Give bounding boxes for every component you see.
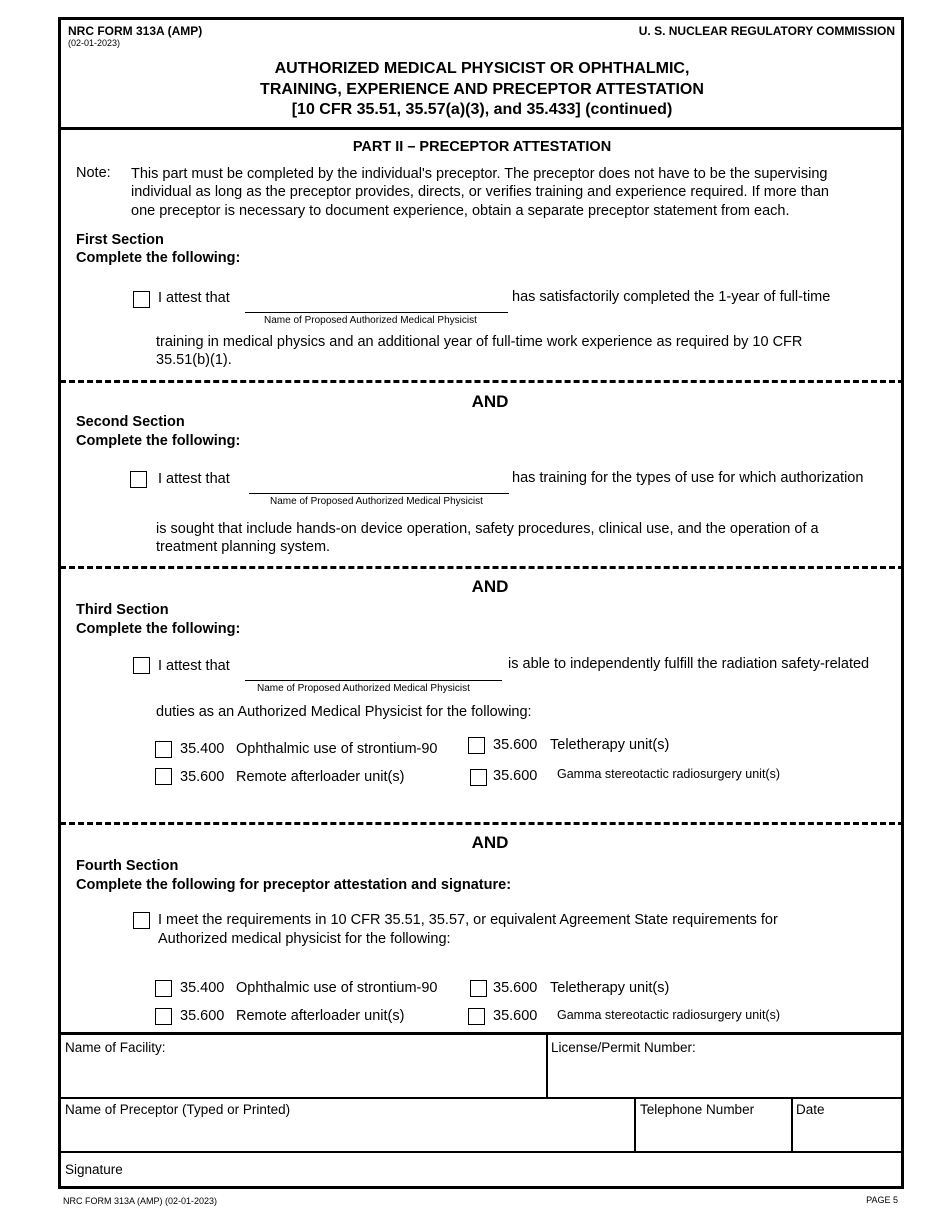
fourth-attest-checkbox[interactable] [133,912,150,929]
fourth-option-afterloader-code: 35.600 [180,1008,225,1024]
facility-divider [546,1034,548,1098]
date-divider [791,1098,793,1152]
part-heading: PART II – PRECEPTOR ATTESTATION [352,139,612,155]
facility-input[interactable] [64,1058,546,1096]
note-line-3: one preceptor is necessary to document experience, obtain a separate preceptor statement from each. [131,203,790,219]
fourth-option-teletherapy-label: Teletherapy unit(s) [550,980,670,996]
preceptor-name-label: Name of Preceptor (Typed or Printed) [65,1102,291,1117]
fourth-option-35400-code: 35.400 [180,980,225,996]
fourth-option-teletherapy-checkbox[interactable] [470,980,487,997]
third-name-underline [245,680,502,681]
third-option-35400-code: 35.400 [180,741,225,757]
first-body-line-2: 35.51(b)(1). [156,352,232,368]
title-line-1: AUTHORIZED MEDICAL PHYSICIST OR OPHTHALMIC, [274,60,690,77]
telephone-label: Telephone Number [640,1102,755,1117]
third-attest-checkbox[interactable] [133,657,150,674]
third-name-caption: Name of Proposed Authorized Medical Physicist [257,683,470,694]
form-date: (02-01-2023) [68,38,121,48]
note-line-1: This part must be completed by the individual's preceptor. The preceptor does not have to be the supervising [131,166,828,182]
fourth-option-gamma-code: 35.600 [493,1008,538,1024]
title-line-3: [10 CFR 35.51, 35.57(a)(3), and 35.433] (continued) [291,101,673,118]
fourth-option-35400-label: Ophthalmic use of strontium-90 [236,980,438,996]
third-body-line-1: duties as an Authorized Medical Physicist for the following: [156,704,532,720]
third-option-gamma-checkbox[interactable] [470,769,487,786]
and-label-1: AND [471,392,509,411]
fourth-option-35400-checkbox[interactable] [155,980,172,997]
second-continuation: has training for the types of use for which authorization [512,470,864,486]
note-label: Note: [76,165,111,181]
second-section-subtitle: Complete the following: [76,433,241,449]
third-option-afterloader-checkbox[interactable] [155,768,172,785]
first-name-caption: Name of Proposed Authorized Medical Physicist [264,315,477,326]
first-section-title: First Section [76,232,164,248]
second-body-line-2: treatment planning system. [156,539,331,555]
fourth-option-afterloader-label: Remote afterloader unit(s) [236,1008,405,1024]
second-attest-checkbox[interactable] [130,471,147,488]
fourth-statement-line-2: Authorized medical physicist for the following: [158,931,451,947]
second-name-underline [249,493,509,494]
third-option-teletherapy-label: Teletherapy unit(s) [550,737,670,753]
third-option-teletherapy-code: 35.600 [493,737,538,753]
third-option-afterloader-code: 35.600 [180,769,225,785]
first-attest-checkbox[interactable] [133,291,150,308]
second-section-title: Second Section [76,414,185,430]
third-option-gamma-label: Gamma stereotactic radiosurgery unit(s) [557,767,780,781]
footer-form-ref: NRC FORM 313A (AMP) (02-01-2023) [63,1196,218,1206]
third-physician-name-input[interactable] [248,655,504,681]
license-label: License/Permit Number: [551,1040,696,1055]
fourth-option-afterloader-checkbox[interactable] [155,1008,172,1025]
first-physician-name-input[interactable] [248,287,510,313]
third-option-afterloader-label: Remote afterloader unit(s) [236,769,405,785]
second-body-line-1: is sought that include hands-on device operation, safety procedures, clinical use, and the operation of a [156,521,819,537]
third-section-title: Third Section [76,602,169,618]
and-label-2: AND [471,577,509,596]
second-attest-label: I attest that [158,471,230,487]
third-section-subtitle: Complete the following: [76,621,241,637]
first-section-subtitle: Complete the following: [76,250,241,266]
second-physician-name-input[interactable] [248,468,510,494]
fourth-option-gamma-label: Gamma stereotactic radiosurgery unit(s) [557,1008,780,1022]
date-input[interactable] [796,1120,904,1150]
telephone-divider [634,1098,636,1152]
first-attest-label: I attest that [158,290,230,306]
third-option-teletherapy-checkbox[interactable] [468,737,485,754]
title-line-2: TRAINING, EXPERIENCE AND PRECEPTOR ATTESTATION [260,81,704,98]
first-body-line-1: training in medical physics and an additional year of full-time work experience as required by 10 CFR [156,334,803,350]
signature-input[interactable] [134,1158,898,1184]
license-input[interactable] [552,1058,902,1096]
fourth-section-title: Fourth Section [76,858,179,874]
header-divider [60,127,904,130]
third-option-35400-label: Ophthalmic use of strontium-90 [236,741,438,757]
signature-block-top [60,1032,904,1035]
fourth-statement-line-1: I meet the requirements in 10 CFR 35.51, 35.57, or equivalent Agreement State requirements for [158,912,778,928]
third-option-35400-checkbox[interactable] [155,741,172,758]
fourth-option-gamma-checkbox[interactable] [468,1008,485,1025]
section-divider-1 [60,380,904,383]
note-line-2: individual as long as the preceptor provides, directs, or verifies training and experience required. If more than [131,184,829,200]
third-attest-label: I attest that [158,658,230,674]
signature-label: Signature [65,1162,123,1177]
telephone-input[interactable] [639,1120,793,1150]
and-label-3: AND [471,833,509,852]
date-label: Date [796,1102,825,1117]
third-continuation: is able to independently fulfill the radiation safety-related [508,656,870,672]
first-continuation: has satisfactorily completed the 1-year of full-time [512,289,831,305]
signature-row-divider-2 [60,1151,904,1153]
fourth-option-teletherapy-code: 35.600 [493,980,538,996]
first-name-underline [245,312,508,313]
third-option-gamma-code: 35.600 [493,768,538,784]
preceptor-name-input[interactable] [64,1120,634,1150]
agency-name: U. S. NUCLEAR REGULATORY COMMISSION [638,24,895,38]
fourth-section-subtitle: Complete the following for preceptor attestation and signature: [76,877,512,893]
facility-label: Name of Facility: [65,1040,166,1055]
form-id: NRC FORM 313A (AMP) [68,24,203,38]
footer-page-number: PAGE 5 [866,1195,898,1205]
signature-row-divider-1 [60,1097,904,1099]
section-divider-2 [60,566,904,569]
second-name-caption: Name of Proposed Authorized Medical Physicist [270,496,483,507]
section-divider-3 [60,822,904,825]
